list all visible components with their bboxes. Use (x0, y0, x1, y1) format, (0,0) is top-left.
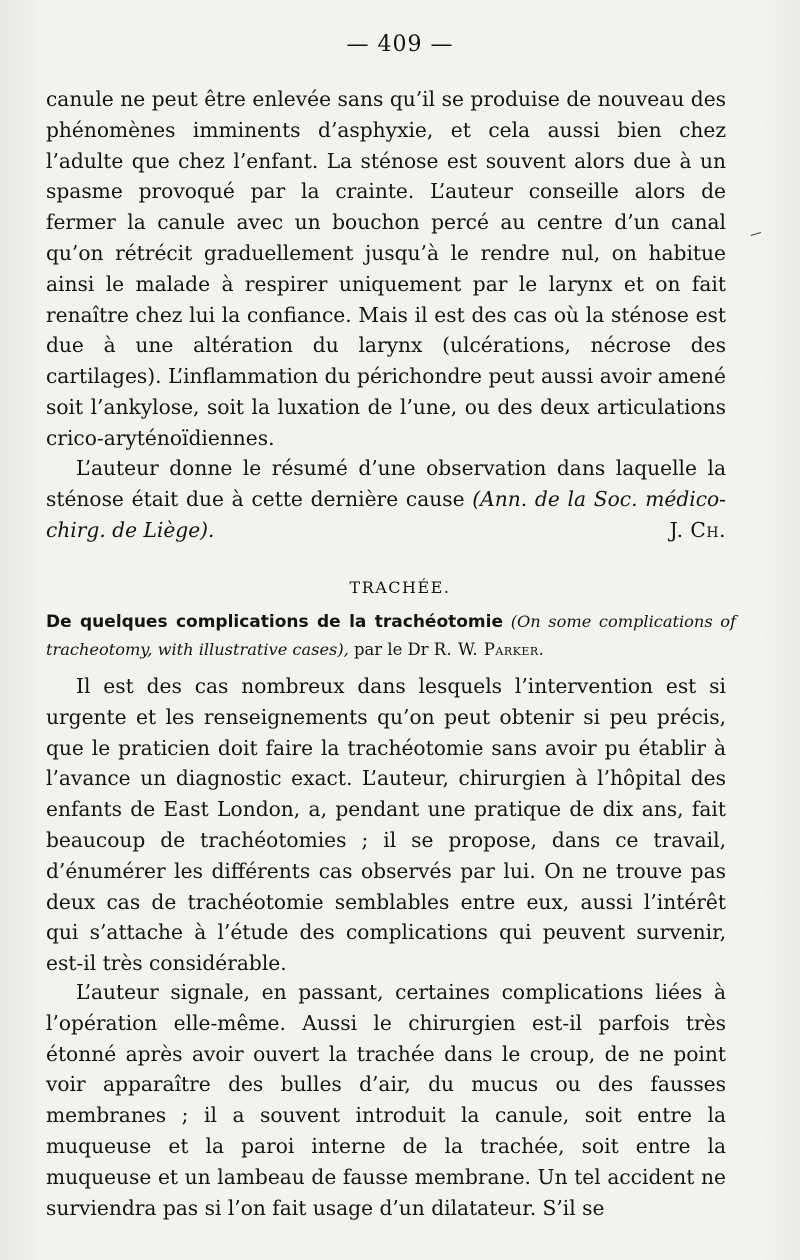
article-title: De quelques complications de la trachéotomie (46, 612, 504, 632)
byline-prefix: par le Dr (354, 640, 429, 659)
article-author: R. W. Parker. (433, 640, 545, 659)
article-original-title: (On some complications of tracheotomy, with illustrative cases), (46, 612, 736, 659)
paragraph-continued: canule ne peut être enlevée sans qu’il se produise de nouveau des phénomènes imminents d’asphyxie, et cela aussi bien chez l’adulte que chez l’enfant. La sténose est souvent alors due à un spasme provoqué par la crainte. L’auteur conseille alors de fermer la canule avec un bouchon percé au centre d’un canal qu’on rétrécit graduellement jusqu’à le rendre nul, on habitue ainsi le malade à respirer uniquement par le larynx et on fait renaître chez lui la confiance. Mais il est des cas où la sténose est due à une altération du larynx (ulcérations, nécrose des cartilages). L’inflammation du périchondre peut aussi avoir amené soit l’ankylose, soit la luxation de l’une, ou des deux articulations crico-aryténoïdiennes. (46, 87, 726, 450)
article-title-block (46, 608, 736, 664)
paragraph-text: L’auteur donne le résumé d’une observation dans laquelle la sténose était due à cette dernière cause (46, 456, 726, 511)
paragraph-body: L’auteur signale, en passant, certaines complications liées à l’opération elle-même. Aussi le chirurgien est-il parfois très étonné après avoir ouvert la trachée dans le croup, de ne point voir apparaître des bulles d’air, du mucus ou des fausses membranes ; il a souvent introduit la canule, soit entre la muqueuse et la paroi interne de la trachée, soit entre la muqueuse et un lambeau de fausse membrane. Un tel accident ne surviendra pas si l’on fait usage d’un dilatateur. S’il se (46, 980, 726, 1220)
author-signature: J. Ch. (669, 517, 726, 542)
page-number: — 409 — (346, 32, 454, 57)
paragraph-body: Il est des cas nombreux dans lesquels l’intervention est si urgente et les renseignements qu’on peut obtenir si peu précis, que le praticien doit faire la trachéotomie sans avoir pu établir à l’avance un diagnostic exact. L’auteur, chirurgien à l’hôpital des enfants de East London, a, pendant une pratique de dix ans, fait beaucoup de trachéotomies ; il se propose, dans ce travail, d’énumérer les différents cas observés par lui. On ne trouve pas deux cas de trachéotomie semblables entre eux, aussi l’intérêt qui s’attache à l’étude des complications qui peuvent survenir, est-il très considérable. (46, 674, 726, 976)
section-heading: TRACHÉE. (349, 578, 451, 597)
paragraph-summary-note (46, 453, 726, 545)
margin-pencil-mark: ⸝ (747, 216, 769, 244)
citation-reference: (Ann. de la Soc. médico-chirg. de Liège). (46, 486, 726, 542)
